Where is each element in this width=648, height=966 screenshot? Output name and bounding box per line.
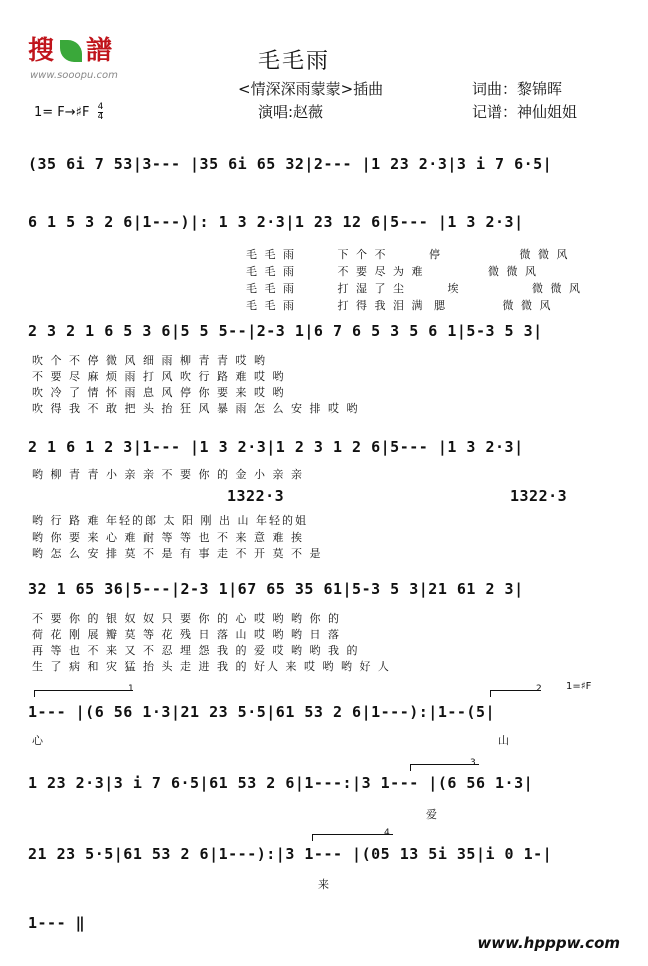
verse-4-c: 腮 bbox=[434, 299, 447, 312]
volta-2-num: 2 bbox=[536, 684, 542, 694]
verse-line-3 bbox=[246, 280, 582, 296]
score-row-3: 2 3 2 1 6 5 3 6|5 5 5--|2-3 1|6 7 6 5 3 5 6 1|5-3 5 3| bbox=[28, 322, 543, 340]
verse-3-c: 埃 bbox=[447, 282, 461, 295]
logo-url: www.sooopu.com bbox=[30, 70, 118, 81]
ending-word-3: 爱 bbox=[426, 808, 439, 821]
lyric-c2-2: 哟 你 要 来 心 难 耐 等 等 也 不 来 意 难 挨 bbox=[32, 531, 304, 544]
lyric-b-2: 不 要 尽 麻 烦 雨 打 风 吹 行 路 难 哎 哟 bbox=[32, 370, 286, 383]
volta-4-num: 4 bbox=[384, 828, 390, 838]
lyric-d-3: 再 等 也 不 来 又 不 忍 埋 怨 我 的 爱 哎 哟 哟 我 的 bbox=[32, 644, 360, 657]
score-row-6: 1--- |(6 56 1·3|21 23 5·5|61 53 2 6|1---):|1--(5| bbox=[28, 703, 496, 721]
key-label: 1= F→♯F bbox=[34, 105, 90, 120]
volta-1-num: 1 bbox=[128, 684, 134, 694]
verse-4-d: 微 微 风 bbox=[502, 299, 553, 312]
verse-2-b: 不 要 尽 为 难 bbox=[337, 265, 425, 278]
verse-4-a: 毛 毛 雨 bbox=[246, 299, 296, 312]
time-sig-top: 4 bbox=[97, 102, 104, 112]
logo-text-left: 搜 bbox=[28, 36, 57, 66]
verse-4-b: 打 得 我 泪 满 bbox=[337, 299, 425, 312]
logo-text-right: 譜 bbox=[86, 36, 115, 66]
lyric-d-1: 不 要 你 的 银 奴 奴 只 要 你 的 心 哎 哟 哟 你 的 bbox=[32, 612, 341, 625]
transcriber: 记谱：神仙姐姐 bbox=[472, 103, 578, 121]
verse-line-1 bbox=[246, 246, 570, 262]
key-change: 1=♯F bbox=[566, 681, 592, 692]
volta-3 bbox=[410, 764, 479, 771]
lyric-c2-1: 哟 行 路 难 年轻的郎 太 阳 刚 出 山 年轻的姐 bbox=[32, 514, 308, 527]
ending-word-4: 来 bbox=[318, 878, 331, 891]
verse-3-a: 毛 毛 雨 bbox=[246, 282, 296, 295]
time-signature bbox=[98, 103, 104, 122]
time-sig-bottom: 4 bbox=[97, 112, 104, 122]
volta-4 bbox=[312, 834, 393, 841]
verse-2-a: 毛 毛 雨 bbox=[246, 265, 296, 278]
lyric-d-4: 生 了 病 和 灾 猛 抬 头 走 进 我 的 好人 来 哎 哟 哟 好 人 bbox=[32, 660, 391, 673]
song-title: 毛毛雨 bbox=[258, 49, 331, 74]
ending-word-2: 山 bbox=[498, 734, 511, 747]
singer: 演唱:赵薇 bbox=[258, 103, 324, 121]
verse-1-c: 停 bbox=[429, 248, 442, 261]
footer-url: www.hpppw.com bbox=[477, 934, 620, 952]
score-row-2: 6 1 5 3 2 6|1---)|: 1 3 2·3|1 23 12 6|5--- |1 3 2·3| bbox=[28, 213, 524, 231]
lyric-c1: 哟 柳 青 青 小 亲 亲 不 要 你 的 金 小 亲 亲 bbox=[32, 468, 304, 481]
lyric-b-1: 吹 个 不 停 微 风 细 雨 柳 青 青 哎 哟 bbox=[32, 354, 267, 367]
lyric-c2-3: 哟 怎 么 安 排 莫 不 是 有 事 走 不 开 莫 不 是 bbox=[32, 547, 323, 560]
lyric-b-3: 吹 冷 了 情 怀 雨 息 风 停 你 要 来 哎 哟 bbox=[32, 386, 286, 399]
verse-3-b: 打 湿 了 尘 bbox=[337, 282, 406, 295]
volta-2 bbox=[490, 690, 541, 697]
verse-line-4 bbox=[246, 297, 553, 313]
score-row-4: 2 1 6 1 2 3|1--- |1 3 2·3|1 2 3 1 2 6|5--- |1 3 2·3| bbox=[28, 438, 524, 456]
score-row-1: (35 6i 7 53|3--- |35 6i 65 32|2--- |1 23 2·3|3 i 7 6·5| bbox=[28, 155, 553, 173]
leaf-icon bbox=[60, 40, 82, 62]
verse-1-b: 下 个 不 bbox=[337, 248, 388, 261]
score-row-5: 32 1 65 36|5---|2-3 1|67 65 35 61|5-3 5 3|21 61 2 3| bbox=[28, 580, 524, 598]
alt-phrase-b: 1322·3 bbox=[510, 487, 568, 505]
score-row-7: 1 23 2·3|3 i 7 6·5|61 53 2 6|1---:|3 1--- |(6 56 1·3| bbox=[28, 774, 534, 792]
score-row-9: 1--- ‖ bbox=[28, 914, 86, 932]
subtitle: <情深深雨蒙蒙>插曲 bbox=[238, 80, 384, 98]
volta-1 bbox=[34, 690, 133, 697]
alt-phrase-a: 1322·3 bbox=[227, 487, 285, 505]
lyricist: 词曲：黎锦晖 bbox=[472, 80, 563, 98]
verse-3-d: 微 微 风 bbox=[532, 282, 582, 295]
verse-line-2 bbox=[246, 263, 538, 279]
lyric-d-2: 荷 花 刚 展 瓣 莫 等 花 残 日 落 山 哎 哟 哟 日 落 bbox=[32, 628, 341, 641]
lyric-b-4: 吹 得 我 不 敢 把 头 抬 狂 风 暴 雨 怎 么 安 排 哎 哟 bbox=[32, 402, 360, 415]
verse-1-d: 微 微 风 bbox=[519, 248, 570, 261]
score-row-8: 21 23 5·5|61 53 2 6|1---):|3 1--- |(05 13 5i 35|i 0 1-| bbox=[28, 845, 553, 863]
verse-1-a: 毛 毛 雨 bbox=[246, 248, 296, 261]
ending-word-1: 心 bbox=[32, 734, 45, 747]
volta-3-num: 3 bbox=[470, 758, 476, 768]
key-signature bbox=[34, 103, 103, 122]
verse-2-c: 微 微 风 bbox=[488, 265, 538, 278]
